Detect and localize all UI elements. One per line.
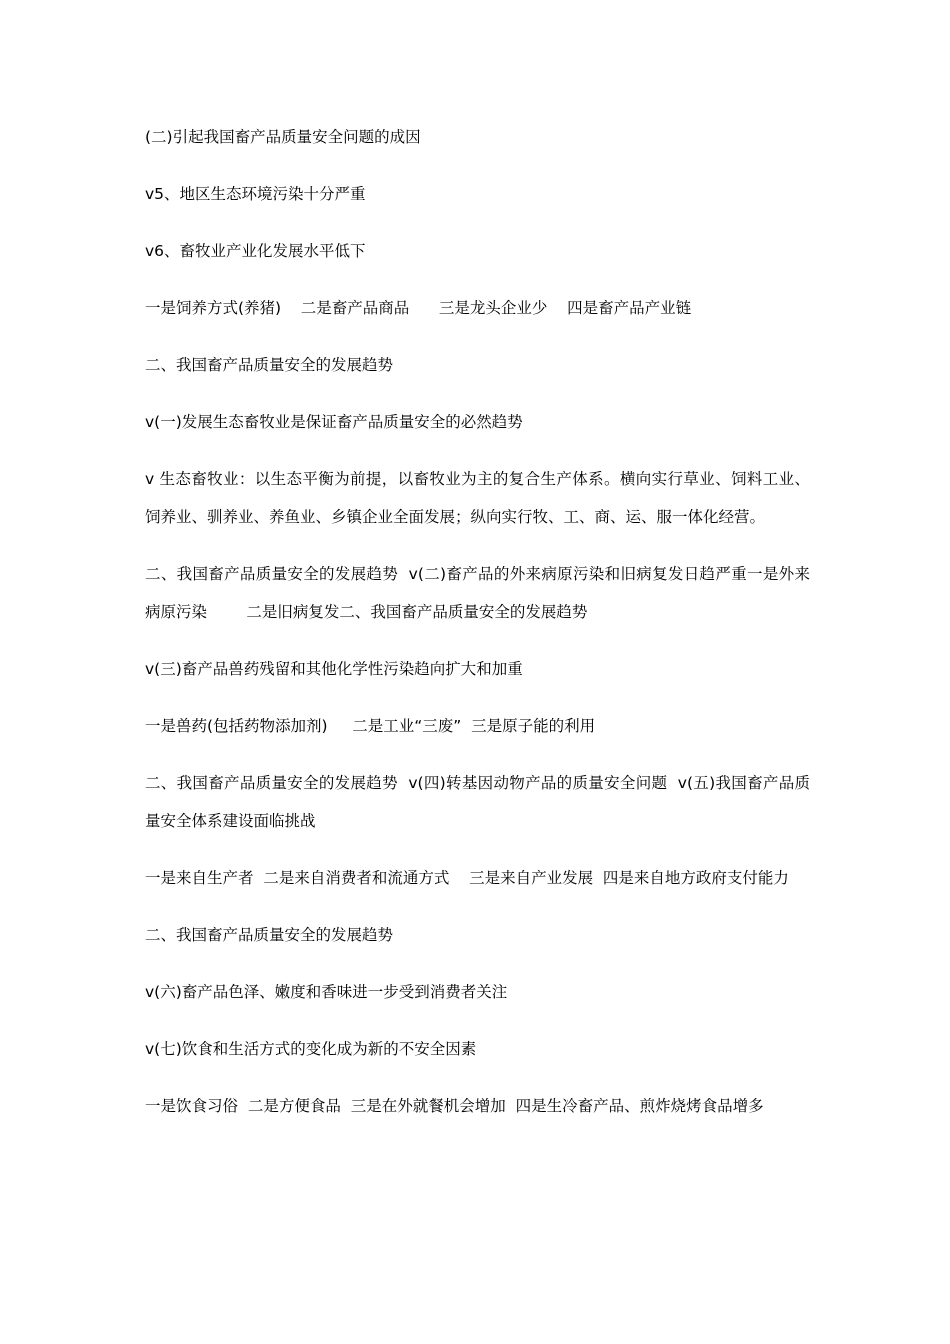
heading-trends-2: 二、我国畜产品质量安全的发展趋势 <box>145 926 394 944</box>
list-challenge-sources: 一是来自生产者 二是来自消费者和流通方式 三是来自产业发展 四是来自地方政府支付能力 <box>145 869 789 887</box>
point-color-tenderness: v(六)畜产品色泽、嫩度和香味进一步受到消费者关注 <box>145 983 508 1001</box>
point-drug-residue: v(三)畜产品兽药残留和其他化学性污染趋向扩大和加重 <box>145 660 523 678</box>
list-drug-residue-factors: 一是兽药(包括药物添加剂) 二是工业“三废” 三是原子能的利用 <box>145 717 596 735</box>
point-diet-lifestyle: v(七)饮食和生活方式的变化成为新的不安全因素 <box>145 1040 477 1058</box>
paragraph-pathogen-pollution: 二、我国畜产品质量安全的发展趋势 v(二)畜产品的外来病原污染和旧病复发日趋严重一是外来病原污染 二是旧病复发二、我国畜产品质量安全的发展趋势 <box>145 565 810 621</box>
heading-trends-1: 二、我国畜产品质量安全的发展趋势 <box>145 356 394 374</box>
document-page <box>145 118 810 1144</box>
list-diet-factors: 一是饮食习俗 二是方便食品 三是在外就餐机会增加 四是生冷畜产品、煎炸烧烤食品增多 <box>145 1097 764 1115</box>
point-v5-pollution: v5、地区生态环境污染十分严重 <box>145 185 366 203</box>
paragraph-transgenic-challenges: 二、我国畜产品质量安全的发展趋势 v(四)转基因动物产品的质量安全问题 v(五)我国畜产品质量安全体系建设面临挑战 <box>145 774 810 830</box>
point-v6-industrialization: v6、畜牧业产业化发展水平低下 <box>145 242 366 260</box>
heading-causes: (二)引起我国畜产品质量安全问题的成因 <box>145 128 421 146</box>
list-industrialization-factors: 一是饲养方式(养猪) 二是畜产品商品 三是龙头企业少 四是畜产品产业链 <box>145 299 692 317</box>
point-ecological-husbandry: v(一)发展生态畜牧业是保证畜产品质量安全的必然趋势 <box>145 413 523 431</box>
definition-ecological-husbandry: v 生态畜牧业：以生态平衡为前提，以畜牧业为主的复合生产体系。横向实行草业、饲料工业、饲养业、驯养业、养鱼业、乡镇企业全面发展；纵向实行牧、工、商、运、服一体化经营。 <box>145 470 810 526</box>
